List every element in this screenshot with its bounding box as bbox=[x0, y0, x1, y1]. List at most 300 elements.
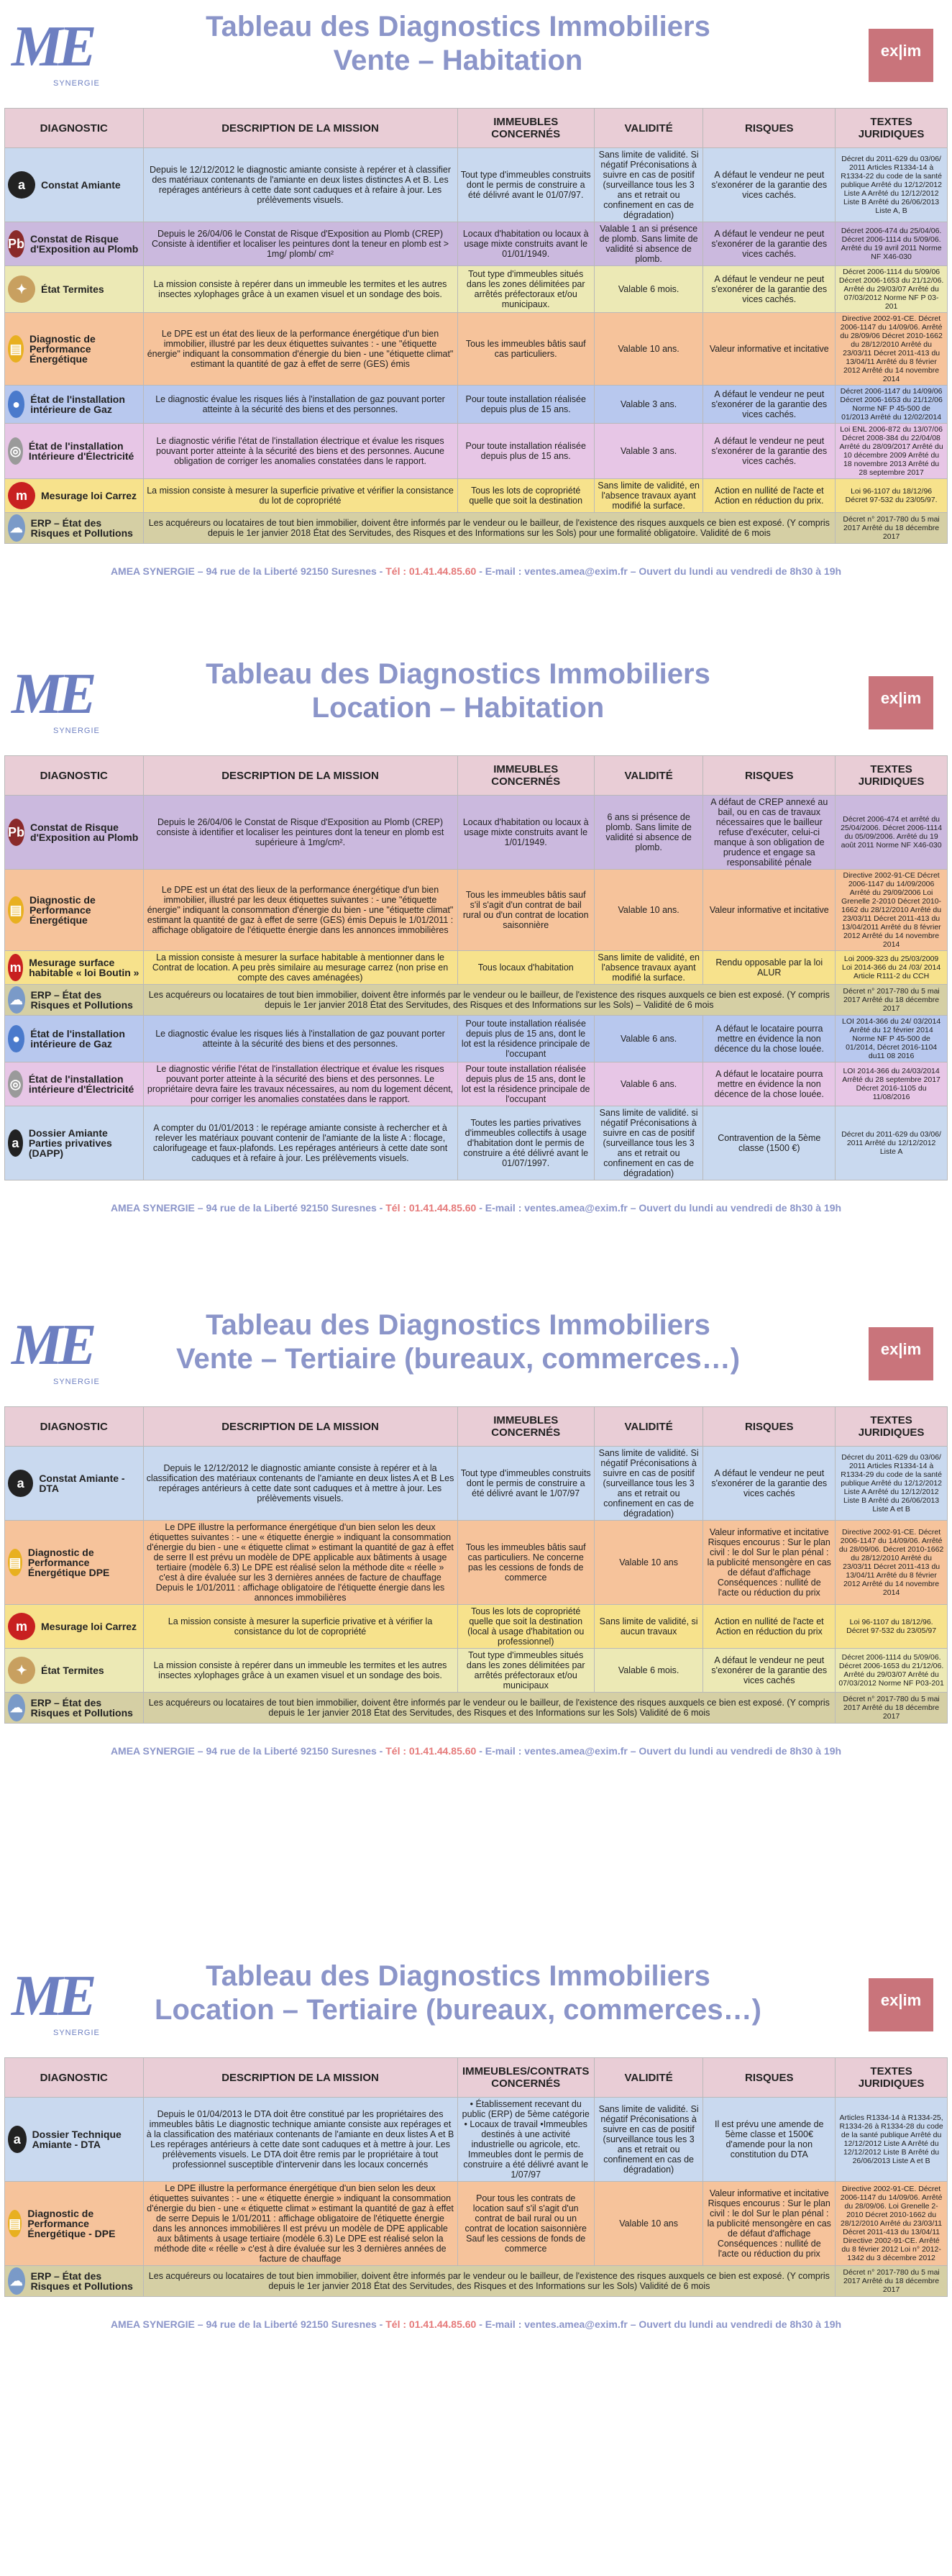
diagnostic-label-wrap bbox=[8, 276, 140, 303]
legal-texts-cell: Décret du 2011-629 du 03/06/ 2011 Articles R1334-14 à R1334-22 du code de la santé publique Arrêté du 12/12/2012 Liste A Arrêté du 12/12/2012 Liste B Arrêté du 26/06/2013 Liste A, B bbox=[836, 148, 948, 222]
validity-cell: Valable 3 ans. bbox=[594, 424, 702, 479]
diagnostic-label: Diagnostic de Performance Énergétique - DPE bbox=[27, 2208, 116, 2239]
buildings-cell: Tous les immeubles bâtis sauf s'il s'agit d'un contrat de bail rural ou d'un contrat de location saisonnière bbox=[457, 870, 594, 951]
section-header bbox=[0, 647, 952, 755]
footer-phone: Tél : 01.41.44.85.60 bbox=[385, 1202, 477, 1214]
description-cell: Le DPE est un état des lieux de la performance énergétique d'un bien immobilier, illustré par les deux étiquettes suivantes : - une "étiquette énergie" indiquant la consommation d'énergie du bien - une "étiquette climat" estimant la quantité de gaz à effet de serre (GES) émis Depuis le 1/01/2011 : affichage obligatoire de l'étiquette énergie dans les annonces immobilières bbox=[143, 870, 457, 951]
buildings-cell: Tous locaux d'habitation bbox=[457, 951, 594, 985]
column-header: TEXTES JURIDIQUES bbox=[836, 756, 948, 796]
description-cell: Le diagnostic vérifie l'état de l'installation électrique et évalue les risques pouvant porter atteinte à la sécurité des biens et des personnes. Le propriétaire devra faire les travaux nécessaires, au nom du logement décent, pour corriger les anomalies constatées dans le rapport. bbox=[143, 1062, 457, 1106]
table-row bbox=[5, 951, 948, 985]
description-cell: La mission consiste à mesurer la surface habitable à mentionner dans le Contrat de location. A peu près similaire au mesurage carrez (non prise en compte des caves aménagées) bbox=[143, 951, 457, 985]
description-cell: Le DPE est un état des lieux de la performance énergétique d'un bien immobilier, illustré par les deux étiquettes suivantes : - une "étiquette énergie" indiquant la consommation d'énergie du bien - une "étiquette climat" estimant la quantité de gaz à effet de serre (GES) émis bbox=[143, 313, 457, 386]
validity-cell: Sans limite de validité. Si négatif Préconisations à suivre en cas de positif (surveillance tous les 3 ans et retrait ou confinement en cas de dégradation) bbox=[594, 2098, 702, 2182]
diagnostic-cell bbox=[5, 2266, 144, 2297]
risks-cell: A défaut le vendeur ne peut s'exonérer de la garantie des vices cachés. bbox=[703, 266, 836, 313]
description-cell: La mission consiste à mesurer la superficie privative et vérifier la consistance du lot de copropriété bbox=[143, 479, 457, 513]
column-header: IMMEUBLES CONCERNÉS bbox=[457, 109, 594, 148]
description-cell: Depuis le 26/04/06 le Constat de Risque d'Exposition au Plomb (CREP) Consiste à identifier et localiser les peintures dont la teneur en plomb est > 1mg/ plomb/ cm² bbox=[143, 222, 457, 266]
diagnostic-label-wrap bbox=[8, 482, 140, 509]
diagnostic-cell bbox=[5, 1447, 144, 1521]
diagnostic-el-icon: ◎ bbox=[8, 437, 23, 465]
diagnostic-label-wrap bbox=[8, 2267, 140, 2295]
footer-address: AMEA SYNERGIE – 94 rue de la Liberté 92150 Suresnes - bbox=[110, 1745, 386, 1757]
diagnostic-a-icon: a bbox=[8, 1129, 23, 1157]
diagnostic-label: Constat de Risque d'Exposition au Plomb bbox=[30, 822, 139, 843]
contact-footer bbox=[0, 2318, 952, 2330]
company-logo bbox=[12, 14, 105, 97]
diagnostic-cell bbox=[5, 951, 144, 985]
column-header: DESCRIPTION DE LA MISSION bbox=[143, 2058, 457, 2098]
diagnostic-label: Constat Amiante - DTA bbox=[39, 1473, 125, 1494]
diagnostic-m-icon: m bbox=[8, 482, 35, 509]
table-header-row bbox=[5, 756, 948, 796]
title-line-1: Tableau des Diagnostics Immobiliers bbox=[206, 1309, 710, 1341]
section-3 bbox=[0, 1949, 952, 2576]
validity-cell: Sans limite de validité. si négatif Préconisations à suivre en cas de positif (surveillance tous les 3 ans et retrait ou confinement en cas de dégradation) bbox=[594, 1106, 702, 1180]
table-row bbox=[5, 479, 948, 513]
legal-texts-cell: Loi ENL 2006-872 du 13/07/06 Décret 2008-384 du 22/04/08 Arrêté du 28/09/2017 Arrêté du 10 décembre 2009 Arrêté du 18 novembre 2013 Arrêté du 28 septembre 2017 bbox=[836, 424, 948, 479]
validity-cell: Sans limite de validité. Si négatif Préconisations à suivre en cas de positif (surveillance tous les 3 ans et retrait ou confinement en cas de dégradation) bbox=[594, 148, 702, 222]
diagnostic-cell bbox=[5, 424, 144, 479]
validity-cell: Valable 10 ans. bbox=[594, 313, 702, 386]
table-row bbox=[5, 222, 948, 266]
description-cell: La mission consiste à repérer dans un immeuble les termites et les autres insectes xylophages grâce à un examen visuel et un sondage des bois. bbox=[143, 1649, 457, 1693]
column-header: IMMEUBLES CONCERNÉS bbox=[457, 1407, 594, 1447]
table-row bbox=[5, 424, 948, 479]
column-header: TEXTES JURIDIQUES bbox=[836, 2058, 948, 2098]
table-header-row bbox=[5, 109, 948, 148]
validity-cell: Sans limite de validité, si aucun travaux bbox=[594, 1605, 702, 1649]
diagnostic-label: Diagnostic de Performance Énergétique bbox=[29, 333, 96, 365]
diagnostic-t-icon: ✦ bbox=[8, 1657, 35, 1684]
diagnostic-label: État de l'installation intérieure d'Électricité bbox=[28, 1073, 134, 1095]
footer-address: AMEA SYNERGIE – 94 rue de la Liberté 92150 Suresnes - bbox=[110, 1202, 386, 1214]
column-header: DESCRIPTION DE LA MISSION bbox=[143, 1407, 457, 1447]
buildings-cell: Pour toute installation réalisée depuis plus de 15 ans. bbox=[457, 386, 594, 424]
diagnostics-table bbox=[4, 2057, 948, 2297]
column-header: VALIDITÉ bbox=[594, 2058, 702, 2098]
description-cell: Depuis le 12/12/2012 le diagnostic amiante consiste à repérer et à la classification des matériaux contenants de l'amiante en deux listes A et B Les repérages antérieurs à cette date sont caduques et à mettre à jour. Les prélèvements visuels. bbox=[143, 1447, 457, 1521]
table-row bbox=[5, 870, 948, 951]
title-line-1: Tableau des Diagnostics Immobiliers bbox=[206, 11, 710, 42]
column-header: DESCRIPTION DE LA MISSION bbox=[143, 756, 457, 796]
diagnostic-cell bbox=[5, 1062, 144, 1106]
validity-cell: Sans limite de validité. Si négatif Préconisations à suivre en cas de positif (surveillance tous les 3 ans et retrait ou confinement en cas de dégradation) bbox=[594, 1447, 702, 1521]
diagnostic-label: État de l'installation Intérieure d'Électricité bbox=[28, 440, 134, 462]
logo-subtitle: SYNERGIE bbox=[53, 727, 100, 735]
legal-texts-cell: Directive 2002-91-CE Décret 2006-1147 du 14/09/2006 Arrêté du 29/09/2006 Loi Grenelle 2-2010 Décret 2010-1662 du 28/12/2010 Arrêté du 23/03/11 Décret 2011-413 du 13/04/2011 Arrêté du 8 février 2012 Arrêté du 14 novembre 2014 bbox=[836, 870, 948, 951]
table-row bbox=[5, 2098, 948, 2182]
risks-cell: A défaut le vendeur ne peut s'exonérer de la garantie des vices cachés. bbox=[703, 222, 836, 266]
page-title bbox=[122, 1960, 794, 2027]
table-row bbox=[5, 2266, 948, 2297]
diagnostic-label-wrap bbox=[8, 334, 140, 364]
column-header: DESCRIPTION DE LA MISSION bbox=[143, 109, 457, 148]
diagnostic-a-icon: a bbox=[8, 1470, 33, 1497]
partner-logo-text: ex|im bbox=[880, 42, 922, 60]
diagnostic-label: Constat Amiante bbox=[41, 179, 121, 191]
validity-cell: Valable 3 ans. bbox=[594, 386, 702, 424]
erp-description-cell: Les acquéreurs ou locataires de tout bien immobilier, doivent être informés par le vendeur ou le bailleur, de l'existence des risques auxquels ce bien est exposé. (Y compris depuis le 1er janvier 2018 État des Servitudes, des Risques et des Informations sur les Sols) Validité de 6 mois bbox=[143, 1693, 836, 1724]
validity-cell: Sans limite de validité, en l'absence travaux ayant modifié la surface. bbox=[594, 951, 702, 985]
buildings-cell: Tous les lots de copropriété quelle que soit la destination (local à usage d'habitation ou professionnel) bbox=[457, 1605, 594, 1649]
section-header bbox=[0, 1298, 952, 1406]
buildings-cell: Tout type d'immeubles situés dans les zones délimitées par arrêtés préfectoraux et/ou municipaux bbox=[457, 1649, 594, 1693]
table-row bbox=[5, 1605, 948, 1649]
diagnostic-cell bbox=[5, 479, 144, 513]
diagnostic-cell bbox=[5, 1693, 144, 1724]
partner-logo bbox=[869, 1327, 933, 1380]
column-header: RISQUES bbox=[703, 1407, 836, 1447]
legal-texts-cell: Loi 2009-323 du 25/03/2009 Loi 2014-366 du 24 /03/ 2014 Article R111-2 du CCH bbox=[836, 951, 948, 985]
table-header-row bbox=[5, 1407, 948, 1447]
diagnostic-label-wrap bbox=[8, 2208, 140, 2239]
risks-cell: A défaut le vendeur ne peut s'exonérer de la garantie des vices cachés. bbox=[703, 424, 836, 479]
buildings-cell: • Établissement recevant du public (ERP) de 5ème catégorie • Locaux de travail •Immeubles destinés à une activité industrielle ou agricole, etc. Immeubles dont le permis de construire a été délivré avant le 1/07/97 bbox=[457, 2098, 594, 2182]
table-row bbox=[5, 1447, 948, 1521]
footer-address: AMEA SYNERGIE – 94 rue de la Liberté 92150 Suresnes - bbox=[110, 565, 386, 577]
description-cell: Depuis le 26/04/06 le Constat de Risque d'Exposition au Plomb (CREP) consiste à identifier et localiser les peintures dont la teneur en plomb est supérieure à 1mg/cm². bbox=[143, 796, 457, 870]
section-header bbox=[0, 0, 952, 108]
legal-texts-cell: LOI 2014-366 du 24/ 03/2014 Arrêté du 12 février 2014 Norme NF P 45-500 de 01/2014, Décret 2016-1104 du11 08 2016 bbox=[836, 1016, 948, 1062]
section-header bbox=[0, 1949, 952, 2057]
diagnostic-label-wrap bbox=[8, 1025, 140, 1052]
partner-logo-text: ex|im bbox=[880, 1340, 922, 1358]
table-row bbox=[5, 1106, 948, 1180]
logo-mark: ME bbox=[12, 1314, 93, 1377]
column-header: TEXTES JURIDIQUES bbox=[836, 109, 948, 148]
risks-cell: Action en nullité de l'acte et Action en réduction du prix bbox=[703, 1605, 836, 1649]
column-header: IMMEUBLES CONCERNÉS bbox=[457, 756, 594, 796]
logo-subtitle: SYNERGIE bbox=[53, 2029, 100, 2037]
legal-texts-cell: Décret 2006-474 du 25/04/06. Décret 2006-1114 du 5/09/06. Arrêté du 19 avril 2011 Norme NF X46-030 bbox=[836, 222, 948, 266]
erp-description-cell: Les acquéreurs ou locataires de tout bien immobilier, doivent être informés par le vendeur ou le bailleur, de l'existence des risques auxquels ce bien est exposé. (Y compris depuis le 1er janvier 2018 État des Servitudes, des Risques et des Informations sur les Sols) pour une formalité obligatoire. Validité de 6 mois bbox=[143, 513, 836, 544]
description-cell: Le diagnostic évalue les risques liés à l'installation de gaz pouvant porter atteinte à la sécurité des biens et des personnes. bbox=[143, 386, 457, 424]
validity-cell: Valable 1 an si présence de plomb. Sans limite de validité si absence de plomb. bbox=[594, 222, 702, 266]
diagnostic-cell bbox=[5, 513, 144, 544]
validity-cell: Valable 6 ans. bbox=[594, 1016, 702, 1062]
buildings-cell: Tous les immeubles bâtis sauf cas particuliers. Ne concerne pas les cessions de fonds de commerce bbox=[457, 1521, 594, 1605]
legal-texts-cell: Décret n° 2017-780 du 5 mai 2017 Arrêté du 18 décembre 2017 bbox=[836, 2266, 948, 2297]
diagnostic-label: ERP – État des Risques et Pollutions bbox=[30, 517, 133, 539]
diagnostic-label: ERP – État des Risques et Pollutions bbox=[30, 2270, 133, 2292]
validity-cell: 6 ans si présence de plomb. Sans limite de validité si absence de plomb. bbox=[594, 796, 702, 870]
partner-logo bbox=[869, 29, 933, 82]
table-row bbox=[5, 1521, 948, 1605]
risks-cell: Action en nullité de l'acte et Action en réduction du prix. bbox=[703, 479, 836, 513]
erp-description-cell: Les acquéreurs ou locataires de tout bien immobilier, doivent être informés par le vendeur ou le bailleur, de l'existence des risques auxquels ce bien est exposé. (Y compris depuis le 1er janvier 2018 État des Servitudes, des Risques et des Informations sur les Sols) – Validité de 6 mois bbox=[143, 985, 836, 1016]
logo-mark: ME bbox=[12, 663, 93, 726]
legal-texts-cell: Directive 2002-91-CE. Décret 2006-1147 du 14/09/06. Arrêté du 28/09/06. Loi Grenelle 2-2010 Décret 2010-1662 du 28/12/2010 Arrêté du 23/03/11 Décret 2011-413 du 13/04/11 Directive 2002-91-CE. Arrêté du 8 février 2012 Loi n° 2012-1342 du 3 décembre 2012 bbox=[836, 2182, 948, 2266]
section-1 bbox=[0, 647, 952, 1298]
diagnostic-label: Mesurage loi Carrez bbox=[41, 490, 137, 501]
company-logo bbox=[12, 1313, 105, 1396]
legal-texts-cell: Articles R1334-14 à R1334-25, R1334-26 à R1334-28 du code de la santé publique Arrêté du 12/12/2012 Liste A Arrêté du 12/12/2012 Liste B Arrêté du 26/06/2013 Liste A et B bbox=[836, 2098, 948, 2182]
description-cell: Le DPE illustre la performance énergétique d'un bien selon les deux étiquettes suivantes : - une « étiquette énergie » indiquant la consommation d'énergie du bien - une « étiquette climat » estimant la quantité de gaz à effet de serre Il est prévu un modèle de DPE applicable aux bâtiments à usage tertiaire (modèle 6.3) Le DPE est réalisé selon la méthode dite « réelle » c'est à dire évaluée sur les 3 dernières années de facture de chauffage Depuis le 1/01/2011 : affichage obligatoire de l'étiquette énergie dans les annonces immobilières bbox=[143, 1521, 457, 1605]
buildings-cell: Tout type d'immeubles construits dont le permis de construire a été délivré avant le 1/07/97 bbox=[457, 1447, 594, 1521]
column-header: DIAGNOSTIC bbox=[5, 109, 144, 148]
buildings-cell: Tous les immeubles bâtis sauf cas particuliers. bbox=[457, 313, 594, 386]
diagnostic-erp-icon: ☁ bbox=[8, 2267, 25, 2295]
diagnostic-e-icon: ▤ bbox=[8, 2210, 22, 2237]
risks-cell: Valeur informative et incitative Risques encourus : Sur le plan civil : le dol Sur le plan pénal : la publicité mensongère en cas de défaut d'affichage Conséquences : nullité de l'acte ou réduction du prix bbox=[703, 1521, 836, 1605]
diagnostic-cell bbox=[5, 870, 144, 951]
diagnostic-label: État Termites bbox=[41, 283, 104, 295]
partner-logo bbox=[869, 1978, 933, 2031]
footer-phone: Tél : 01.41.44.85.60 bbox=[385, 2318, 477, 2330]
diagnostic-cell bbox=[5, 2098, 144, 2182]
logo-mark: ME bbox=[12, 15, 93, 78]
diagnostic-label: Diagnostic de Performance Énergétique DPE bbox=[27, 1547, 110, 1578]
diagnostic-cell bbox=[5, 1106, 144, 1180]
column-header: DIAGNOSTIC bbox=[5, 2058, 144, 2098]
diagnostic-a-icon: a bbox=[8, 171, 35, 199]
diagnostic-g-icon: ● bbox=[8, 391, 24, 418]
risks-cell: A défaut le locataire pourra mettre en évidence la non décence du la chose louée. bbox=[703, 1016, 836, 1062]
partner-logo bbox=[869, 676, 933, 729]
buildings-cell: Pour toute installation réalisée depuis plus de 15 ans, dont le lot est la résidence principale de l'occupant bbox=[457, 1016, 594, 1062]
footer-contact: - E-mail : ventes.amea@exim.fr – Ouvert du lundi au vendredi de 8h30 à 19h bbox=[476, 565, 842, 577]
diagnostic-a-icon: a bbox=[8, 2126, 27, 2153]
diagnostic-label-wrap bbox=[8, 230, 140, 258]
section-0 bbox=[0, 0, 952, 647]
risks-cell: Rendu opposable par la loi ALUR bbox=[703, 951, 836, 985]
diagnostics-table bbox=[4, 755, 948, 1180]
diagnostic-label-wrap bbox=[8, 819, 140, 846]
table-row bbox=[5, 513, 948, 544]
diagnostic-label: Constat de Risque d'Exposition au Plomb bbox=[30, 233, 139, 255]
legal-texts-cell: Décret 2006-1114 du 5/09/06 Décret 2006-1653 du 21/12/06. Arrêté du 29/03/07 Arrêté du 07/03/2012 Norme NF P 03-201 bbox=[836, 266, 948, 313]
column-header: RISQUES bbox=[703, 2058, 836, 2098]
risks-cell: Valeur informative et incitative bbox=[703, 870, 836, 951]
diagnostic-e-icon: ▤ bbox=[8, 335, 24, 363]
diagnostic-erp-icon: ☁ bbox=[8, 514, 25, 542]
risks-cell: A défaut le vendeur ne peut s'exonérer de la garantie des vices cachés. bbox=[703, 386, 836, 424]
column-header: IMMEUBLES/CONTRATS CONCERNÉS bbox=[457, 2058, 594, 2098]
partner-logo-text: ex|im bbox=[880, 689, 922, 707]
description-cell: Le diagnostic évalue les risques liés à l'installation de gaz pouvant porter atteinte à la sécurité des biens et des personnes. bbox=[143, 1016, 457, 1062]
table-row bbox=[5, 1693, 948, 1724]
diagnostic-label-wrap bbox=[8, 1547, 140, 1578]
buildings-cell: Locaux d'habitation ou locaux à usage mixte construits avant le 1/01/1949. bbox=[457, 796, 594, 870]
validity-cell: Valable 6 ans. bbox=[594, 1062, 702, 1106]
diagnostic-cell bbox=[5, 1016, 144, 1062]
diagnostic-label-wrap bbox=[8, 1613, 140, 1640]
table-row bbox=[5, 2182, 948, 2266]
legal-texts-cell: Décret 2006-474 et arrêté du 25/04/2006. Décret 2006-1114 du 05/09/2006. Arrêté du 19 août 2011 Norme NF X46-030 bbox=[836, 796, 948, 870]
diagnostic-cell bbox=[5, 1605, 144, 1649]
diagnostic-label-wrap bbox=[8, 1070, 140, 1098]
title-line-2: Vente – Habitation bbox=[333, 45, 583, 76]
diagnostic-label: Diagnostic de Performance Énergétique bbox=[29, 894, 96, 926]
diagnostic-label-wrap bbox=[8, 1657, 140, 1684]
diagnostic-label-wrap bbox=[8, 1128, 140, 1158]
diagnostic-label-wrap bbox=[8, 1694, 140, 1721]
diagnostic-label: Dossier Technique Amiante - DTA bbox=[32, 2129, 122, 2150]
legal-texts-cell: Loi 96-1107 du 18/12/96. Décret 97-532 du 23/05/97 bbox=[836, 1605, 948, 1649]
diagnostic-erp-icon: ☁ bbox=[8, 1694, 25, 1721]
validity-cell: Valable 10 ans bbox=[594, 2182, 702, 2266]
description-cell: Le DPE illustre la performance énergétique d'un bien selon les deux étiquettes suivantes : - une « étiquette énergie » indiquant la consommation d'énergie du bien - une « étiquette climat » estimant la quantité de gaz à effet de serre Depuis le 1/01/2011 : affichage obligatoire de l'étiquette énergie dans les annonces immobilières Il est prévu un modèle de DPE applicable aux bâtiments à usage tertiaire (modèle 6.3) Le DPE est réalisé selon la méthode dite « réelle » c'est à dire évaluée sur les 3 dernières années de facture de chauffage bbox=[143, 2182, 457, 2266]
buildings-cell: Toutes les parties privatives d'immeubles collectifs à usage d'habitation dont le permis de construire a été délivré avant le 01/07/1997. bbox=[457, 1106, 594, 1180]
logo-subtitle: SYNERGIE bbox=[53, 1378, 100, 1386]
erp-description-cell: Les acquéreurs ou locataires de tout bien immobilier, doivent être informés par le vendeur ou le bailleur, de l'existence des risques auxquels ce bien est exposé. (Y compris depuis le 1er janvier 2018 État des Servitudes, des Risques et des Informations sur les Sols) Validité de 6 mois bbox=[143, 2266, 836, 2297]
diagnostic-label: Mesurage loi Carrez bbox=[41, 1621, 137, 1632]
diagnostic-label: État de l'installation intérieure de Gaz bbox=[30, 393, 125, 415]
table-row bbox=[5, 1016, 948, 1062]
column-header: RISQUES bbox=[703, 109, 836, 148]
diagnostic-label: ERP – État des Risques et Pollutions bbox=[30, 989, 133, 1011]
column-header: VALIDITÉ bbox=[594, 1407, 702, 1447]
page-title bbox=[122, 10, 794, 78]
risks-cell: Valeur informative et incitative bbox=[703, 313, 836, 386]
diagnostic-el-icon: ◎ bbox=[8, 1070, 23, 1098]
diagnostic-e-icon: ▤ bbox=[8, 1549, 22, 1576]
legal-texts-cell: Décret n° 2017-780 du 5 mai 2017 Arrêté du 18 décembre 2017 bbox=[836, 985, 948, 1016]
diagnostic-label-wrap bbox=[8, 437, 140, 465]
description-cell: Le diagnostic vérifie l'état de l'installation électrique et évalue les risques pouvant porter atteinte à la sécurité des biens et des personnes. Aucune obligation de corriger les anomalies constatées dans le rapport. bbox=[143, 424, 457, 479]
diagnostic-cell bbox=[5, 386, 144, 424]
footer-address: AMEA SYNERGIE – 94 rue de la Liberté 92150 Suresnes - bbox=[110, 2318, 386, 2330]
diagnostic-pb-icon: Pb bbox=[8, 230, 24, 258]
diagnostic-cell bbox=[5, 222, 144, 266]
logo-mark: ME bbox=[12, 1965, 93, 2028]
table-row bbox=[5, 148, 948, 222]
diagnostic-cell bbox=[5, 1521, 144, 1605]
partner-logo-text: ex|im bbox=[880, 1991, 922, 2009]
column-header: VALIDITÉ bbox=[594, 109, 702, 148]
diagnostics-table bbox=[4, 108, 948, 544]
diagnostic-label: État de l'installation intérieure de Gaz bbox=[30, 1028, 125, 1050]
legal-texts-cell: Décret du 2011-629 du 03/06/ 2011 Arrêté du 12/12/2012 Liste A bbox=[836, 1106, 948, 1180]
table-row bbox=[5, 313, 948, 386]
buildings-cell: Locaux d'habitation ou locaux à usage mixte construits avant le 01/01/1949. bbox=[457, 222, 594, 266]
validity-cell: Valable 10 ans. bbox=[594, 870, 702, 951]
buildings-cell: Tout type d'immeubles construits dont le permis de construire a été délivré avant le 01/07/97. bbox=[457, 148, 594, 222]
description-cell: Depuis le 01/04/2013 le DTA doit être constitué par les propriétaires des immeubles bâtis Le diagnostic technique amiante consiste aux repérages et à la classification des matériaux contenants de l'amiante en deux listes A et B Les repérages antérieurs à cette date sont caduques et à mettre à jour. Les prélèvements visuels. Le DTA doit être remis par le propriétaire à tout professionnel susceptible d'intervenir dans les locaux concernés bbox=[143, 2098, 457, 2182]
risks-cell: A défaut le vendeur ne peut s'exonérer de la garantie des vices cachés. bbox=[703, 148, 836, 222]
diagnostic-cell bbox=[5, 313, 144, 386]
diagnostic-label: État Termites bbox=[41, 1665, 104, 1676]
contact-footer bbox=[0, 1745, 952, 1757]
diagnostic-m-icon: m bbox=[8, 1613, 35, 1640]
legal-texts-cell: LOI 2014-366 du 24/03/2014 Arrêté du 28 septembre 2017 Décret 2016-1105 du 11/08/2016 bbox=[836, 1062, 948, 1106]
buildings-cell: Pour toute installation réalisée depuis plus de 15 ans, dont le lot est la résidence principale de l'occupant bbox=[457, 1062, 594, 1106]
title-line-2: Location – Tertiaire (bureaux, commerces…) bbox=[155, 1994, 761, 2026]
column-header: VALIDITÉ bbox=[594, 756, 702, 796]
diagnostic-cell bbox=[5, 985, 144, 1016]
buildings-cell: Tous les lots de copropriété quelle que soit la destination bbox=[457, 479, 594, 513]
legal-texts-cell: Directive 2002-91-CE. Décret 2006-1147 du 14/09/06. Arrêté du 28/09/06 Décret 2010-1662 du 28/12/2010 Arrêté du 23/03/11 Décret 2011-413 du 13/04/11 Arrêté du 8 février 2012 Arrêté du 14 novembre 2014 bbox=[836, 313, 948, 386]
section-2 bbox=[0, 1298, 952, 1949]
diagnostic-label-wrap bbox=[8, 895, 140, 925]
diagnostic-label-wrap bbox=[8, 391, 140, 418]
footer-phone: Tél : 01.41.44.85.60 bbox=[385, 1745, 477, 1757]
description-cell: Depuis le 12/12/2012 le diagnostic amiante consiste à repérer et à classifier des matériaux contenants de l'amiante en deux listes distinctes A et B. Les repérages antérieurs à cette date sont caduques et à refaire à jour. Les prélèvements visuels. bbox=[143, 148, 457, 222]
description-cell: La mission consiste à mesurer la superficie privative et à vérifier la consistance du lot de copropriété bbox=[143, 1605, 457, 1649]
footer-contact: - E-mail : ventes.amea@exim.fr – Ouvert du lundi au vendredi de 8h30 à 19h bbox=[476, 1202, 842, 1214]
title-line-1: Tableau des Diagnostics Immobiliers bbox=[206, 1960, 710, 1992]
footer-phone: Tél : 01.41.44.85.60 bbox=[385, 565, 477, 577]
diagnostic-cell bbox=[5, 2182, 144, 2266]
diagnostic-m-icon: m bbox=[8, 954, 23, 981]
legal-texts-cell: Décret n° 2017-780 du 5 mai 2017 Arrêté du 18 décembre 2017 bbox=[836, 1693, 948, 1724]
company-logo bbox=[12, 662, 105, 745]
legal-texts-cell: Décret n° 2017-780 du 5 mai 2017 Arrêté du 18 décembre 2017 bbox=[836, 513, 948, 544]
page-title bbox=[122, 657, 794, 725]
title-line-2: Vente – Tertiaire (bureaux, commerces…) bbox=[175, 1343, 741, 1375]
table-row bbox=[5, 796, 948, 870]
page-title bbox=[122, 1309, 794, 1376]
diagnostic-cell bbox=[5, 1649, 144, 1693]
validity-cell: Valable 6 mois. bbox=[594, 1649, 702, 1693]
column-header: DIAGNOSTIC bbox=[5, 1407, 144, 1447]
diagnostic-cell bbox=[5, 148, 144, 222]
validity-cell: Valable 10 ans bbox=[594, 1521, 702, 1605]
buildings-cell: Pour toute installation réalisée depuis plus de 15 ans. bbox=[457, 424, 594, 479]
legal-texts-cell: Décret 2006-1114 du 5/09/06. Décret 2006-1653 du 21/12/06. Arrêté du 29/03/07 Arrêté du 07/03/2012 Norme NF P03-201 bbox=[836, 1649, 948, 1693]
company-logo bbox=[12, 1964, 105, 2047]
diagnostic-label: Dossier Amiante Parties privatives (DAPP) bbox=[28, 1127, 112, 1159]
legal-texts-cell: Décret 2006-1147 du 14/09/06 Décret 2006-1653 du 21/12/06 Norme NF P 45-500 de 01/2013 Arrêté du 12/02/2014 bbox=[836, 386, 948, 424]
risks-cell: Valeur informative et incitative Risques encourus : Sur le plan civil : le dol Sur le plan pénal : la publicité mensongère en cas de défaut d'affichage Conséquences : nullité de l'acte ou réduction du prix bbox=[703, 2182, 836, 2266]
logo-subtitle: SYNERGIE bbox=[53, 79, 100, 88]
contact-footer bbox=[0, 1202, 952, 1214]
description-cell: La mission consiste à repérer dans un immeuble les termites et les autres insectes xylophages grâce à un examen visuel et un sondage des bois. bbox=[143, 266, 457, 313]
diagnostics-table bbox=[4, 1406, 948, 1724]
risks-cell: A défaut le locataire pourra mettre en évidence la non décence de la chose louée. bbox=[703, 1062, 836, 1106]
diagnostic-t-icon: ✦ bbox=[8, 276, 35, 303]
legal-texts-cell: Décret du 2011-629 du 03/06/ 2011 Articles R1334-14 à R1334-29 du code de la santé publique Arrêté du 12/12/2012 Liste A Arrêté du 12/12/2012 Liste B Arrêté du 26/06/2013 Liste A et B bbox=[836, 1447, 948, 1521]
risks-cell: Il est prévu une amende de 5ème classe et 1500€ d'amende pour la non constitution du DTA bbox=[703, 2098, 836, 2182]
risks-cell: A défaut le vendeur ne peut s'exonérer de la garantie des vices cachés bbox=[703, 1649, 836, 1693]
diagnostic-pb-icon: Pb bbox=[8, 819, 24, 846]
validity-cell: Valable 6 mois. bbox=[594, 266, 702, 313]
diagnostic-cell bbox=[5, 796, 144, 870]
diagnostic-cell bbox=[5, 266, 144, 313]
table-row bbox=[5, 985, 948, 1016]
diagnostic-label: ERP – État des Risques et Pollutions bbox=[30, 1697, 133, 1719]
table-row bbox=[5, 266, 948, 313]
diagnostic-e-icon: ▤ bbox=[8, 896, 24, 924]
diagnostic-erp-icon: ☁ bbox=[8, 986, 25, 1014]
buildings-cell: Tout type d'immeubles situés dans les zones délimitées par arrêtés préfectoraux et/ou municipaux. bbox=[457, 266, 594, 313]
table-row bbox=[5, 1649, 948, 1693]
diagnostic-label-wrap bbox=[8, 1470, 140, 1497]
table-row bbox=[5, 386, 948, 424]
column-header: DIAGNOSTIC bbox=[5, 756, 144, 796]
validity-cell: Sans limite de validité, en l'absence travaux ayant modifié la surface. bbox=[594, 479, 702, 513]
column-header: TEXTES JURIDIQUES bbox=[836, 1407, 948, 1447]
diagnostic-label-wrap bbox=[8, 986, 140, 1014]
footer-contact: - E-mail : ventes.amea@exim.fr – Ouvert du lundi au vendredi de 8h30 à 19h bbox=[476, 2318, 842, 2330]
diagnostic-label-wrap bbox=[8, 954, 140, 981]
title-line-1: Tableau des Diagnostics Immobiliers bbox=[206, 658, 710, 690]
risks-cell: A défaut le vendeur ne peut s'exonérer de la garantie des vices cachés bbox=[703, 1447, 836, 1521]
contact-footer bbox=[0, 565, 952, 577]
risks-cell: Contravention de la 5ème classe (1500 €) bbox=[703, 1106, 836, 1180]
footer-contact: - E-mail : ventes.amea@exim.fr – Ouvert du lundi au vendredi de 8h30 à 19h bbox=[476, 1745, 842, 1757]
diagnostic-label-wrap bbox=[8, 2126, 140, 2153]
diagnostic-label: Mesurage surface habitable « loi Boutin » bbox=[29, 957, 139, 978]
diagnostic-g-icon: ● bbox=[8, 1025, 24, 1052]
legal-texts-cell: Loi 96-1107 du 18/12/96 Décret 97-532 du 23/05/97. bbox=[836, 479, 948, 513]
buildings-cell: Pour tous les contrats de location sauf s'il s'agit d'un contrat de bail rural ou un contrat de location saisonnière Sauf les cessions de fonds de commerce bbox=[457, 2182, 594, 2266]
risks-cell: A défaut de CREP annexé au bail, ou en cas de travaux nécessaires que le bailleur refuse d'exécuter, celui-ci manque à son obligation de prudence et engage sa responsabilité pénale bbox=[703, 796, 836, 870]
table-row bbox=[5, 1062, 948, 1106]
title-line-2: Location – Habitation bbox=[311, 692, 605, 724]
